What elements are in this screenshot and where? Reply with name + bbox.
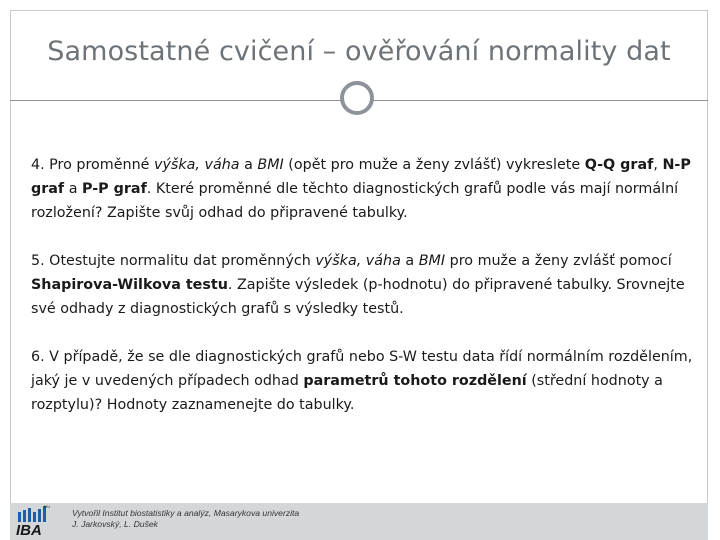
paragraph-segment: P-P graf [82,181,147,197]
paragraph-task-5 [31,249,696,321]
logo-text: IBA [16,522,42,539]
paragraph-segment: (střední hodnoty a rozptylu)? Hodnoty zaznamenejte do tabulky. [31,373,663,413]
paragraph-segment: a [400,253,419,269]
paragraph-segment: BMI [418,253,446,269]
slide-content [31,153,696,441]
logo-mu-text: MU [44,504,51,509]
paragraph-segment: 6. V případě, že se dle diagnostických grafů nebo S-W testu data řídí normálním rozdělením, jaký je v uvedených případech odhad [31,349,693,389]
paragraph-segment: a [239,157,258,173]
paragraph-segment: 5. Otestujte normalitu dat proměnných [31,253,316,269]
paragraph-segment: pro muže a ženy zvlášť pomocí [445,253,672,269]
divider-circle-icon [340,81,374,115]
paragraph-segment: Q-Q graf [584,157,654,173]
paragraph-segment: výška, váha [315,253,401,269]
paragraph-segment: (opět pro muže a ženy zvlášť) vykreslete [283,157,585,173]
footer-line-2: J. Jarkovský, L. Dušek [72,519,158,529]
paragraph-segment: . Které proměnné dle těchto diagnostických grafů podle vás mají normální rozložení? Zapište svůj odhad do připravené tabulky. [31,181,679,221]
paragraph-segment: BMI [257,157,284,173]
paragraph-segment: , [653,157,663,173]
footer-line-1: Vytvořil Institut biostatistiky a analýz, Masarykova univerzita [72,508,300,518]
slide-title: Samostatné cvičení – ověřování normality dat [47,36,671,67]
paragraph-segment: parametrů tohoto rozdělení [303,373,527,389]
paragraph-segment: N-P graf [31,157,691,197]
paragraph-segment: Shapirova-Wilkova testu [31,277,228,293]
paragraph-segment: a [64,181,83,197]
paragraph-task-6 [31,345,696,417]
footer-credits [72,508,299,530]
paragraph-task-4 [31,153,696,225]
paragraph-segment: výška, váha [153,157,240,173]
paragraph-segment: . Zapište výsledek (p-hodnotu) do připravené tabulky. Srovnejte své odhady z diagnostických grafů s výsledky testů. [31,277,685,317]
paragraph-segment: 4. Pro proměnné [31,157,154,173]
